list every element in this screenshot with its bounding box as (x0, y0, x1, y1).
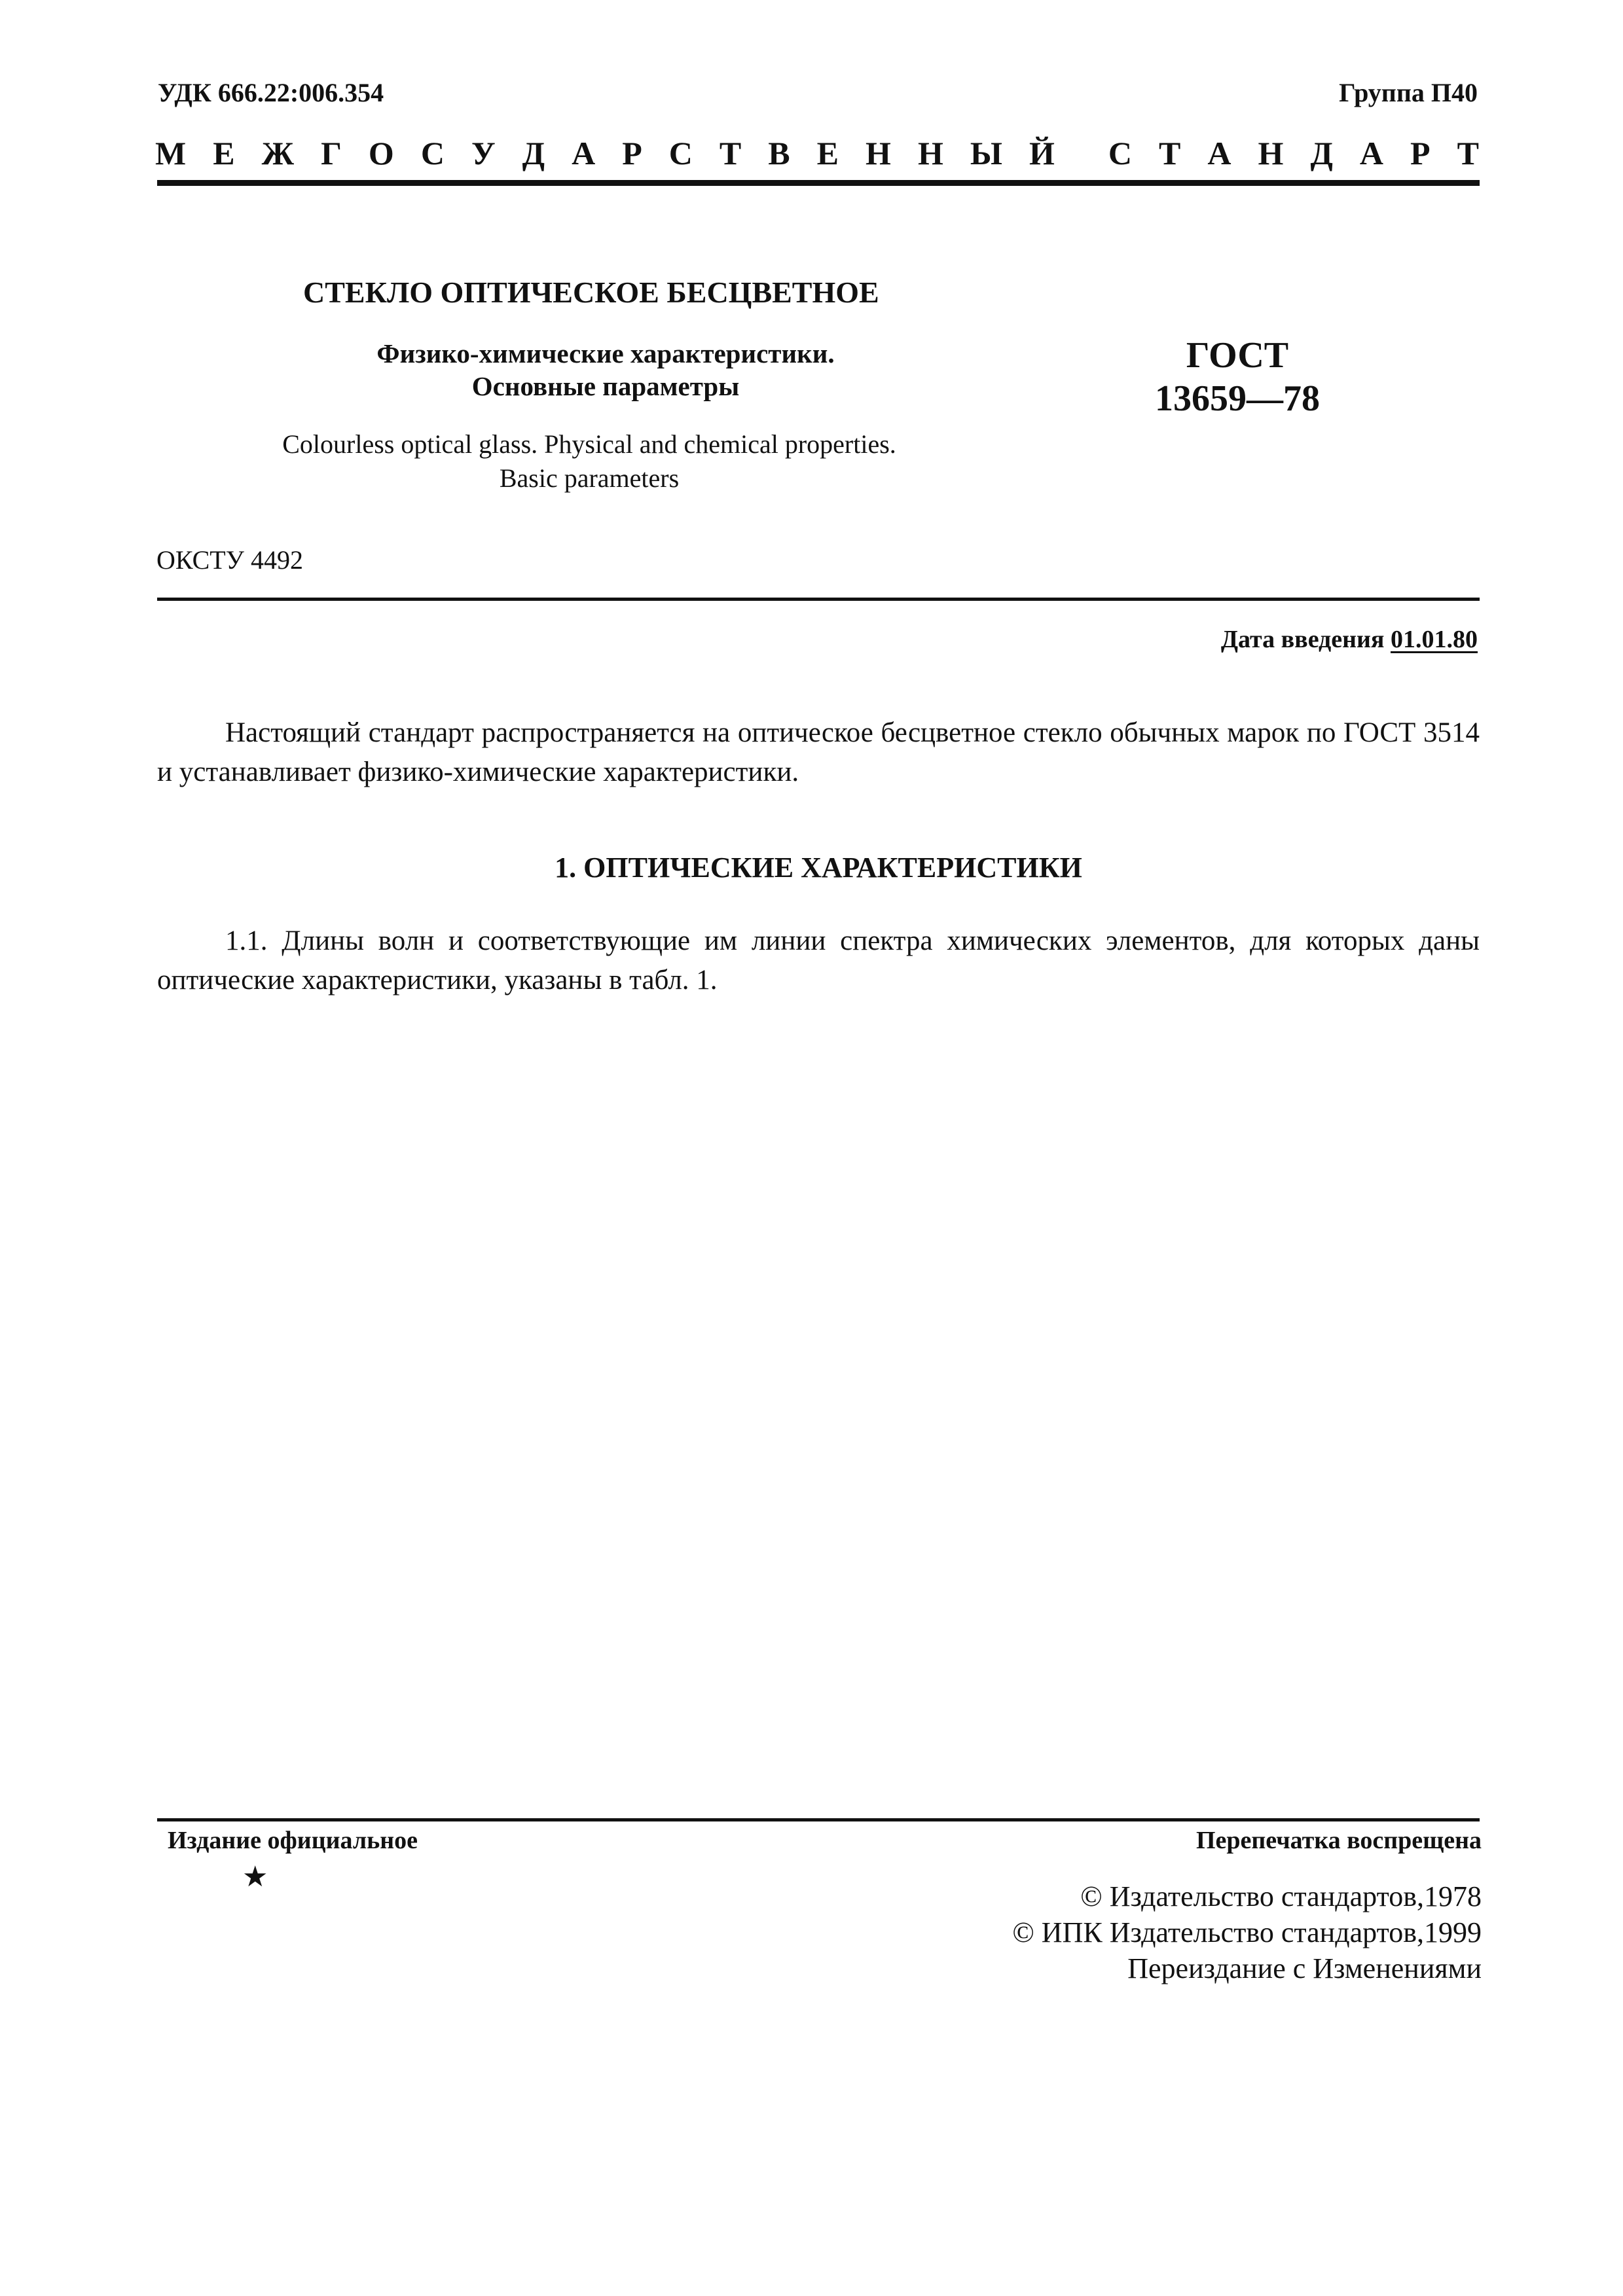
heading-letter: Е (816, 135, 839, 171)
gost-designation (1139, 334, 1336, 420)
english-title-line-1: Colourless optical glass. Physical and chemical properties. (282, 429, 896, 459)
heading-letter: Ы (970, 135, 1002, 171)
heading-letter: Н (917, 135, 943, 171)
interstate-standard-heading (155, 134, 1479, 172)
heading-letter: Т (1457, 135, 1479, 171)
okstu-code: ОКСТУ 4492 (156, 545, 304, 575)
reprint-prohibited-label: Перепечатка воспрещена (1195, 1827, 1482, 1854)
heading-letter: С (668, 135, 693, 171)
heading-letter: Е (213, 135, 235, 171)
subtitle-line-2: Основные параметры (471, 371, 740, 401)
document-title: СТЕКЛО ОПТИЧЕСКОЕ БЕСЦВЕТНОЕ (303, 276, 879, 309)
official-edition-label: Издание официальное (168, 1827, 418, 1854)
heading-letter: Й (1029, 135, 1055, 171)
heading-letter: Н (866, 135, 891, 171)
copyright-block (892, 1878, 1482, 1986)
udk-code: УДК 666.22:006.354 (158, 78, 384, 107)
heading-letter: С (420, 135, 445, 171)
heading-letter: Д (1310, 135, 1333, 171)
gost-label: ГОСТ (1186, 335, 1289, 376)
heading-letter: А (1207, 135, 1231, 171)
copyright-1978: © Издательство стандартов,1978 (1080, 1880, 1482, 1912)
heading-letter: Р (1410, 135, 1431, 171)
heading-letter: Ж (261, 135, 295, 171)
heading-letter: Н (1258, 135, 1284, 171)
reissue-note: Переиздание с Изменениями (1127, 1952, 1482, 1984)
heading-letter: Р (622, 135, 642, 171)
heading-letter: А (572, 135, 596, 171)
document-subtitle (347, 337, 864, 403)
bottom-rule (157, 1818, 1480, 1821)
introduction-date-label: Дата введения (1220, 626, 1385, 653)
heading-letter: У (471, 135, 496, 171)
heading-letter: Т (719, 135, 742, 171)
copyright-1999: © ИПК Издательство стандартов,1999 (1012, 1916, 1482, 1948)
clause-1-1-paragraph: 1.1. Длины волн и соответствующие им линии спектра химических элементов, для которых даны оптические характеристики, указаны в табл. 1. (157, 925, 1480, 996)
heading-letter: Г (321, 135, 342, 171)
heading-letter: Д (522, 135, 545, 171)
top-rule (157, 180, 1480, 186)
introduction-date (1221, 625, 1478, 654)
heading-letter: М (155, 135, 187, 171)
english-title-line-2: Basic parameters (499, 463, 680, 493)
heading-letter: С (1108, 135, 1133, 171)
gost-number: 13659—78 (1155, 378, 1320, 419)
group-code: Группа П40 (1339, 78, 1478, 107)
heading-letter: О (368, 135, 394, 171)
heading-letter: А (1359, 135, 1383, 171)
star-icon: ★ (242, 1861, 268, 1893)
heading-letter: В (768, 135, 790, 171)
english-title (262, 427, 917, 495)
middle-rule (157, 598, 1480, 601)
section-1-heading: 1. ОПТИЧЕСКИЕ ХАРАКТЕРИСТИКИ (555, 852, 1082, 884)
subtitle-line-1: Физико-химические характеристики. (376, 338, 835, 368)
heading-letter: Т (1159, 135, 1181, 171)
scope-paragraph: Настоящий стандарт распространяется на оптическое бесцветное стекло обычных марок по ГОСТ 3514 и устанавливает физико-химические характеристики. (157, 717, 1480, 787)
introduction-date-value: 01.01.80 (1391, 626, 1478, 653)
